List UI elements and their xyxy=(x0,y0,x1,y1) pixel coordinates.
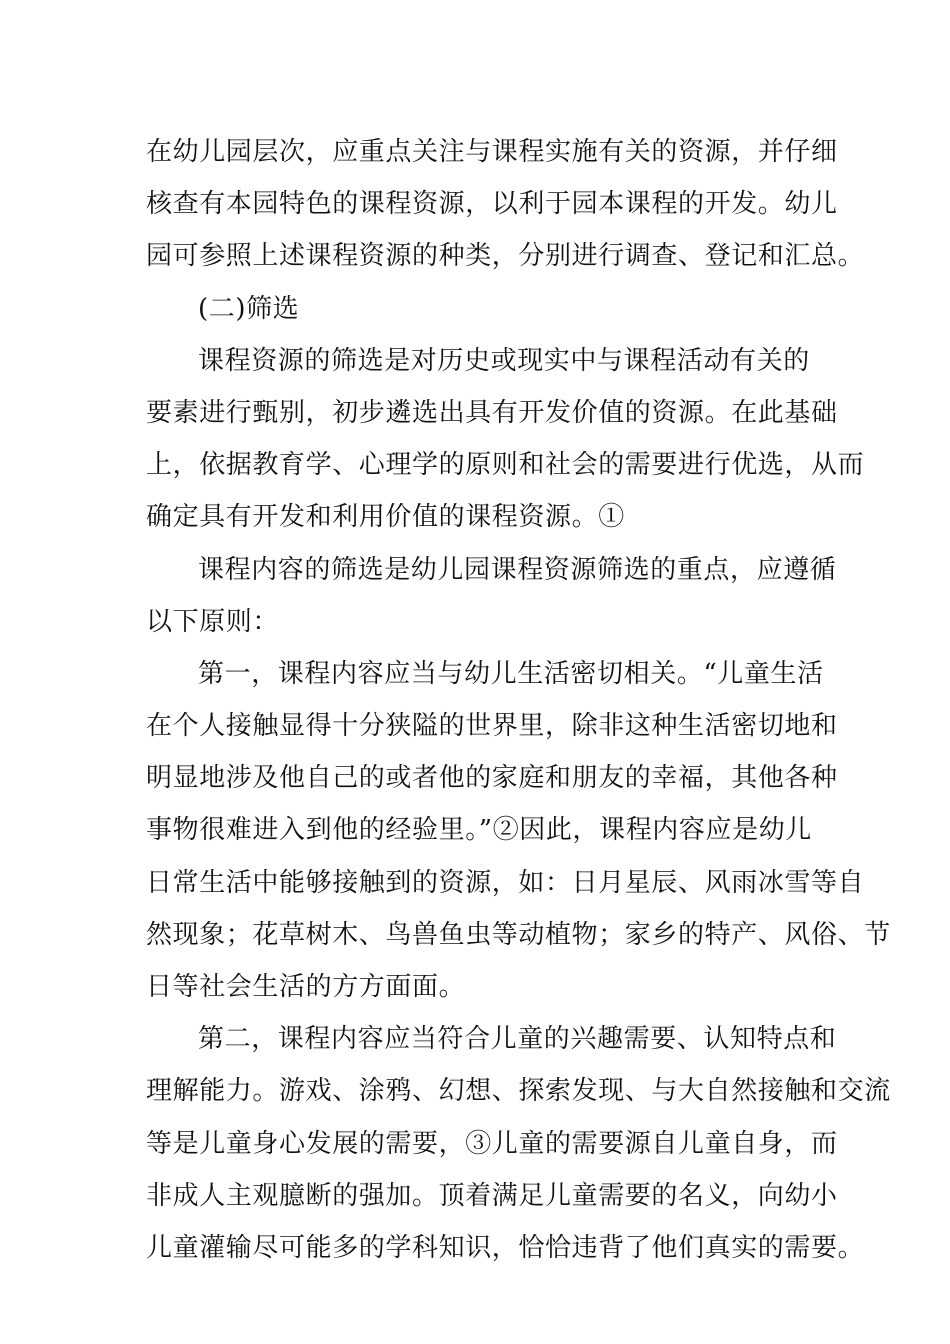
text-line: 要素进行甄别，初步遴选出具有开发价值的资源。在此基础 xyxy=(146,397,838,428)
text-line: 明显地涉及他自己的或者他的家庭和朋友的幸福，其他各种 xyxy=(146,763,838,794)
text-line: 上，依据教育学、心理学的原则和社会的需要进行优选，从而 xyxy=(146,450,865,481)
text-line: 第二，课程内容应当符合儿童的兴趣需要、认知特点和 xyxy=(198,1024,837,1055)
text-line: 课程资源的筛选是对历史或现实中与课程活动有关的 xyxy=(198,345,810,376)
text-line: 理解能力。游戏、涂鸦、幻想、探索发现、与大自然接触和交流 xyxy=(146,1076,891,1107)
text-line: 非成人主观臆断的强加。顶着满足儿童需要的名义，向幼小 xyxy=(146,1180,838,1211)
text-line: 日等社会生活的方方面面。 xyxy=(146,972,466,1002)
text-line: 事物很难进入到他的经验里。”②因此，课程内容应是幼儿 xyxy=(146,815,812,846)
text-line: 日常生活中能够接触到的资源，如：日月星辰、风雨冰雪等自 xyxy=(146,867,865,898)
section-heading: (二)筛选 xyxy=(198,293,300,324)
text-line: 确定具有开发和利用价值的课程资源。① xyxy=(146,502,625,533)
text-line: 在幼儿园层次，应重点关注与课程实施有关的资源，并仔细 xyxy=(146,137,838,167)
text-line: 园可参照上述课程资源的种类，分别进行调查、登记和汇总。 xyxy=(146,241,865,272)
text-line: 儿童灌输尽可能多的学科知识，恰恰违背了他们真实的需要。 xyxy=(146,1232,865,1263)
text-line: 课程内容的筛选是幼儿园课程资源筛选的重点，应遵循 xyxy=(198,554,837,585)
text-line: 以下原则： xyxy=(146,606,280,637)
text-line: 在个人接触显得十分狭隘的世界里，除非这种生活密切地和 xyxy=(146,711,838,742)
text-line: 核查有本园特色的课程资源，以利于园本课程的开发。幼儿 xyxy=(146,189,838,220)
text-line: 第一，课程内容应当与幼儿生活密切相关。“儿童生活 xyxy=(198,658,824,689)
text-line: 等是儿童身心发展的需要，③儿童的需要源自儿童自身，而 xyxy=(146,1128,838,1159)
text-line: 然现象；花草树木、鸟兽鱼虫等动植物；家乡的特产、风俗、节 xyxy=(146,919,891,950)
document-body xyxy=(146,126,891,1274)
